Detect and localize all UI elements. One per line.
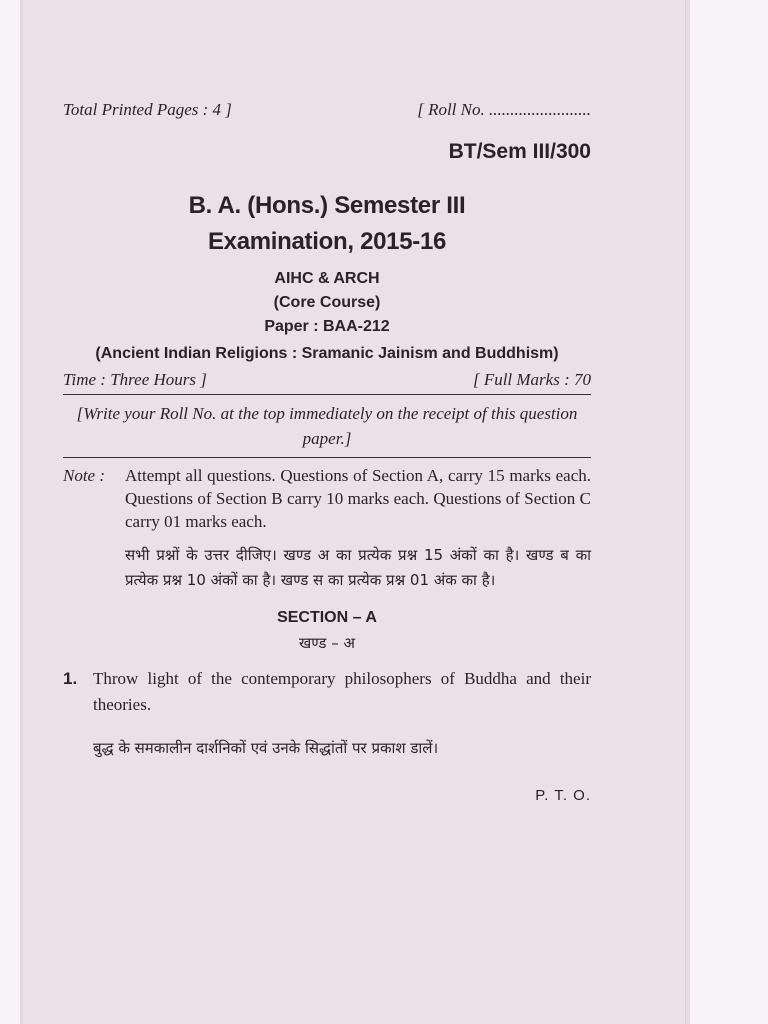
header-row — [63, 100, 591, 120]
exam-session: Examination, 2015-16 — [207, 228, 447, 255]
subject: AIHC & ARCH — [274, 270, 380, 287]
roll-number: [ Roll No. ........................ — [417, 100, 591, 119]
question-english: Throw light of the contemporary philosophers of Buddha and their theories. — [93, 669, 591, 714]
time-allowed: Time : Three Hours ] — [63, 370, 207, 389]
note-hindi: सभी प्रश्नों के उत्तर दीजिए। खण्ड अ का प्रत्येक प्रश्न 15 अंकों का है। खण्ड ब का प्रत्येक प्रश्न 10 अंकों का है। खण्ड स का प्रत्येक प्रश्न 01 अंक का है। — [125, 546, 591, 589]
note-english: Attempt all questions. Questions of Section A, carry 15 marks each. Questions of Section B carry 10 marks each. Questions of Section C carry 01 marks each. — [125, 466, 591, 531]
question-paper — [63, 96, 591, 804]
note — [63, 464, 591, 533]
paper-code: BT/Sem III/300 — [448, 140, 591, 163]
section-heading: SECTION – A — [277, 609, 377, 626]
pto: P. T. O. — [535, 787, 591, 804]
time-marks-row — [63, 370, 591, 395]
question — [63, 666, 591, 718]
exam-title: B. A. (Hons.) Semester III — [188, 192, 466, 219]
full-marks: [ Full Marks : 70 — [472, 370, 591, 389]
question-number: 1. — [63, 669, 78, 688]
course-type: (Core Course) — [273, 294, 381, 311]
section-heading-hindi: खण्ड – अ — [299, 634, 355, 652]
paper-number: Paper : BAA-212 — [264, 318, 390, 335]
question-hindi: बुद्ध के समकालीन दार्शनिकों एवं उनके सिद्धांतों पर प्रकाश डालें। — [93, 739, 439, 757]
total-pages: Total Printed Pages : 4 ] — [63, 100, 232, 119]
roll-instruction: [Write your Roll No. at the top immediately on the receipt of this question paper.] — [63, 401, 591, 458]
paper-edge — [686, 0, 690, 1024]
note-label: Note : — [63, 466, 106, 485]
paper-title: (Ancient Indian Religions : Sramanic Jainism and Buddhism) — [95, 345, 559, 362]
